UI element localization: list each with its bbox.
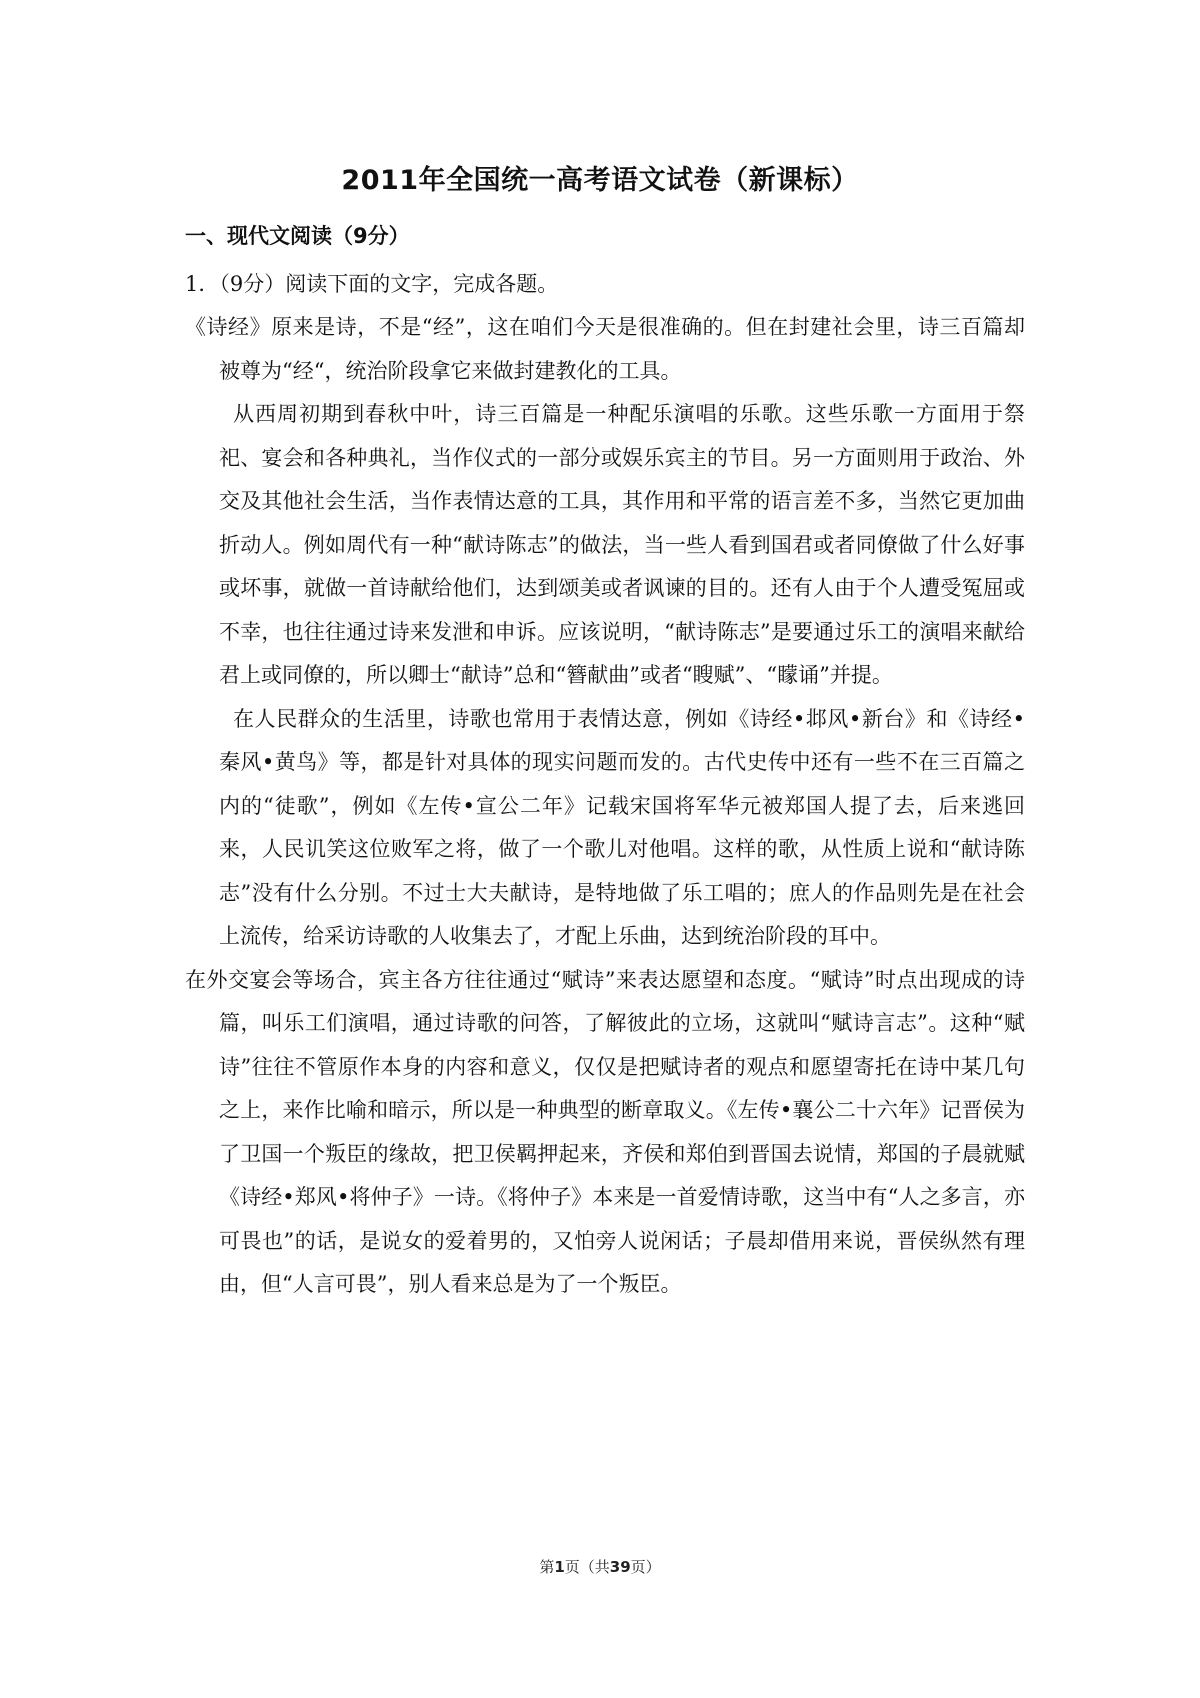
section-heading: 一、现代文阅读（9分）: [185, 224, 410, 248]
footer-page-number: 1: [554, 1558, 565, 1576]
footer-page-suffix: 页）: [630, 1558, 661, 1576]
footer-page-prefix: 第: [539, 1558, 555, 1576]
footer-page-total: 39: [609, 1558, 631, 1576]
question-intro: 1．（9分）阅读下面的文字，完成各题。: [185, 272, 559, 296]
reading-passage: [185, 306, 1025, 1307]
footer-page-middle: 页（共: [564, 1558, 610, 1576]
page-footer: [0, 1556, 1200, 1577]
passage-paragraph: 从西周初期到春秋中叶，诗三百篇是一种配乐演唱的乐歌。这些乐歌一方面用于祭祀、宴会和各种典礼，当作仪式的一部分或娱乐宾主的节目。另一方面则用于政治、外交及其他社会生活，当作表情达意的工具，其作用和平常的语言差不多，当然它更加曲折动人。例如周代有一种“献诗陈志”的做法，当一些人看到国君或者同僚做了什么好事或坏事，就做一首诗献给他们，达到颂美或者讽谏的目的。还有人由于个人遭受冤屈或不幸，也往往通过诗来发泄和申诉。应该说明，“献诗陈志”是要通过乐工的演唱来献给君上或同僚的，所以卿士“献诗”总和“簪献曲”或者“瞍赋”、“矇诵”并提。: [219, 402, 1025, 687]
passage-paragraph: 《诗经》原来是诗，不是“经”，这在咱们今天是很准确的。但在封建社会里，诗三百篇却被尊为“经“，统治阶段拿它来做封建教化的工具。: [185, 315, 1025, 383]
passage-paragraph: 在外交宴会等场合，宾主各方往往通过“赋诗”来表达愿望和态度。“赋诗”时点出现成的诗篇，叫乐工们演唱，通过诗歌的问答，了解彼此的立场，这就叫“赋诗言志”。这种“赋诗”往往不管原作本身的内容和意义，仅仅是把赋诗者的观点和愿望寄托在诗中某几句之上，来作比喻和暗示，所以是一种典型的断章取义。《左传•襄公二十六年》记晋侯为了卫国一个叛臣的缘故，把卫侯羁押起来，齐侯和郑伯到晋国去说情，郑国的子晨就赋《诗经•郑风•将仲子》一诗。《将仲子》本来是一首爱情诗歌，这当中有“人之多言，亦可畏也”的话，是说女的爱着男的，又怕旁人说闲话；子晨却借用来说，晋侯纵然有理由，但“人言可畏”，别人看来总是为了一个叛臣。: [185, 967, 1025, 1296]
passage-paragraph: 在人民群众的生活里，诗歌也常用于表情达意，例如《诗经•邶风•新台》和《诗经•秦风•黄鸟》等，都是针对具体的现实问题而发的。古代史传中还有一些不在三百篇之内的“徒歌”，例如《左传•宣公二年》记载宋国将军华元被郑国人提了去，后来逃回来，人民讥笑这位败军之将，做了一个歌儿对他唱。这样的歌，从性质上说和“献诗陈志”没有什么分别。不过士大夫献诗，是特地做了乐工唱的；庶人的作品则先是在社会上流传，给采访诗歌的人收集去了，才配上乐曲，达到统治阶段的耳中。: [219, 706, 1025, 948]
document-title: 2011年全国统一高考语文试卷（新课标）: [341, 165, 859, 196]
